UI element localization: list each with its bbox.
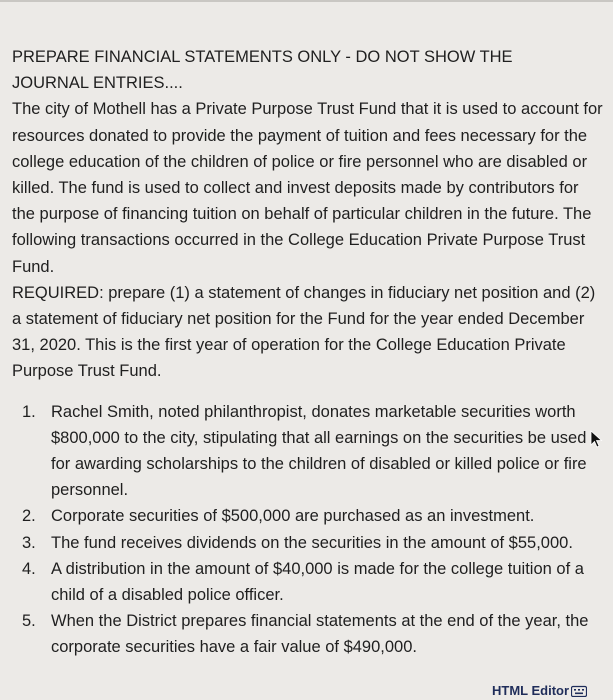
html-editor-label: HTML Editor — [492, 683, 570, 698]
top-divider — [0, 0, 613, 2]
question-text — [12, 44, 604, 661]
keyboard-icon — [571, 685, 587, 697]
list-item-number: 2. — [22, 507, 36, 526]
header-line-1: PREPARE FINANCIAL STATEMENTS ONLY - DO NOT SHOW THE — [12, 48, 513, 66]
list-item-number: 5. — [22, 612, 36, 631]
list-item-number: 1. — [22, 402, 36, 421]
list-item-text: Rachel Smith, noted philanthropist, donates marketable securities worth $800,000 to the city, stipulating that all earnings on the securities be used for awarding scholarships to the children of disabled or killed police or fire personnel. — [51, 402, 587, 500]
list-item-number: 4. — [22, 559, 36, 578]
html-editor-link[interactable] — [492, 683, 587, 698]
list-item-text: The fund receives dividends on the securities in the amount of $55,000. — [51, 533, 573, 552]
list-item-number: 3. — [22, 533, 36, 552]
problem-intro: The city of Mothell has a Private Purpose Trust Fund that it is used to account for resources donated to provide the payment of tuition and fees necessary for the college education of the children of police or fire personnel who are disabled or killed. The fund is used to collect and invest deposits made by contributors for the purpose of financing tuition on behalf of particular children in the future. The following transactions occurred in the College Education Private Purpose Trust Fund. — [12, 100, 603, 276]
transaction-list — [12, 399, 604, 661]
list-item-text: A distribution in the amount of $40,000 is made for the college tuition of a child of a disabled police officer. — [51, 559, 584, 605]
header-line-2: JOURNAL ENTRIES.... — [12, 74, 183, 93]
list-item — [22, 530, 604, 556]
list-item — [22, 556, 604, 608]
mouse-pointer-icon — [590, 430, 604, 448]
list-item — [22, 608, 604, 660]
list-item-text: When the District prepares financial statements at the end of the year, the corporate securities have a fair value of $490,000. — [51, 612, 589, 657]
list-item — [22, 399, 604, 504]
list-item-text: Corporate securities of $500,000 are purchased as an investment. — [51, 507, 535, 526]
problem-required: REQUIRED: prepare (1) a statement of changes in fiduciary net position and (2) a statement of fiduciary net position for the Fund for the year ended December 31, 2020. This is the first year of operation for the College Education Private Purpose Trust Fund. — [12, 283, 596, 381]
list-item — [22, 503, 604, 529]
